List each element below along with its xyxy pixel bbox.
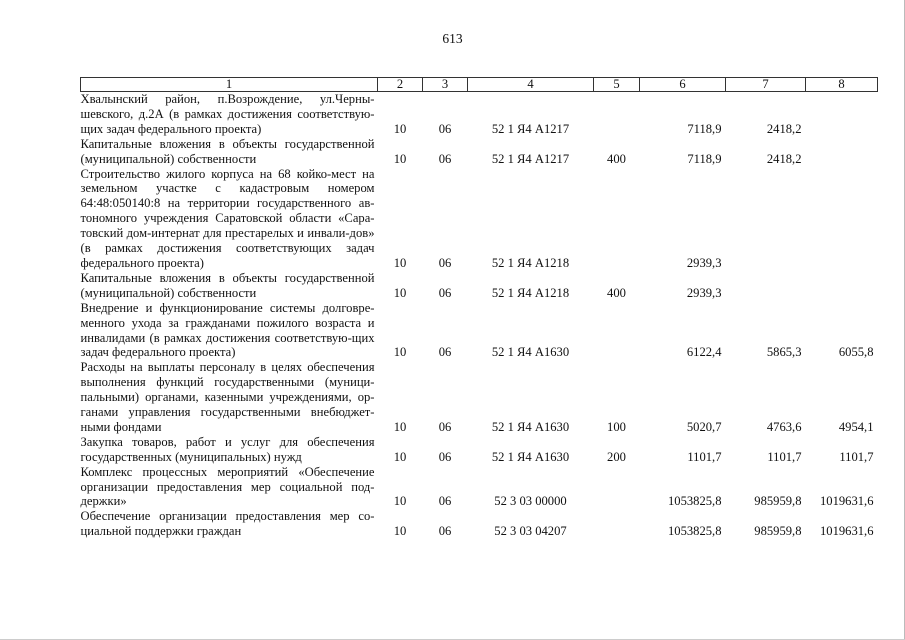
column-header: 7 bbox=[726, 78, 806, 92]
subsection-code: 06 bbox=[438, 151, 452, 166]
column-header: 2 bbox=[378, 78, 423, 92]
row-name: Строительство жилого корпуса на 68 койко-мест на земельном участке с кадастровым номером 64:48:050140:8 на территории государственного ав-тономного учреждения Саратовской области «Сара-товский дом-интернат для престарелых и инвали-дов» (в рамках достижения соответствующих задач федерального проекта) bbox=[80, 166, 375, 270]
expense-type-code bbox=[594, 509, 640, 539]
subsection-code: 06 bbox=[438, 255, 452, 270]
expense-type-code: 100 bbox=[607, 419, 626, 434]
table-row bbox=[81, 509, 878, 539]
row-name: Капитальные вложения в объекты государственной (муниципальной) собственности bbox=[80, 136, 375, 166]
expense-type-code bbox=[594, 465, 640, 510]
target-article-code: 52 1 Я4 А1218 bbox=[491, 285, 570, 300]
table-row bbox=[81, 360, 878, 435]
section-code: 10 bbox=[393, 121, 407, 136]
table-row bbox=[81, 137, 878, 167]
target-article-code: 52 1 Я4 А1630 bbox=[491, 345, 570, 360]
section-code: 10 bbox=[393, 345, 407, 360]
target-article-code: 52 1 Я4 А1217 bbox=[491, 121, 570, 136]
expense-type-code bbox=[594, 92, 640, 137]
amount-year-2 bbox=[726, 167, 806, 271]
expense-type-code: 200 bbox=[607, 449, 626, 464]
amount-year-3 bbox=[806, 271, 878, 301]
section-code: 10 bbox=[393, 151, 407, 166]
row-name: Комплекс процессных мероприятий «Обеспечение организации предоставления мер социальной под-держки» bbox=[80, 464, 375, 509]
row-name: Капитальные вложения в объекты государственной (муниципальной) собственности bbox=[80, 270, 375, 300]
amount-year-3: 6055,8 bbox=[838, 345, 874, 360]
amount-year-2 bbox=[726, 271, 806, 301]
subsection-code: 06 bbox=[438, 449, 452, 464]
amount-year-3: 1101,7 bbox=[839, 449, 874, 464]
target-article-code: 52 1 Я4 А1218 bbox=[491, 255, 570, 270]
column-header: 6 bbox=[640, 78, 726, 92]
column-header: 8 bbox=[806, 78, 878, 92]
expense-type-code: 400 bbox=[607, 151, 626, 166]
amount-year-1: 1053825,8 bbox=[667, 494, 722, 509]
subsection-code: 06 bbox=[438, 494, 452, 509]
subsection-code: 06 bbox=[438, 524, 452, 539]
amount-year-1: 2939,3 bbox=[686, 285, 722, 300]
column-header: 5 bbox=[594, 78, 640, 92]
amount-year-2: 4763,6 bbox=[766, 419, 802, 434]
page-number: 613 bbox=[442, 31, 463, 46]
amount-year-2: 5865,3 bbox=[766, 345, 802, 360]
amount-year-1: 2939,3 bbox=[686, 255, 722, 270]
section-code: 10 bbox=[393, 419, 407, 434]
table-row bbox=[81, 435, 878, 465]
table-row bbox=[81, 465, 878, 510]
table-row bbox=[81, 301, 878, 361]
row-name: Внедрение и функционирование системы долговре-менного ухода за гражданами пожилого возраста и инвалидами (в рамках достижения соответствую-щих задач федерального проекта) bbox=[80, 300, 375, 360]
expense-type-code bbox=[594, 167, 640, 271]
expense-type-code bbox=[594, 301, 640, 361]
amount-year-1: 7118,9 bbox=[687, 121, 722, 136]
section-code: 10 bbox=[393, 255, 407, 270]
amount-year-3: 4954,1 bbox=[838, 419, 874, 434]
row-name: Обеспечение организации предоставления мер со-циальной поддержки граждан bbox=[80, 509, 375, 539]
subsection-code: 06 bbox=[438, 285, 452, 300]
amount-year-2: 2418,2 bbox=[766, 121, 802, 136]
table-row bbox=[81, 92, 878, 137]
amount-year-3 bbox=[806, 167, 878, 271]
row-name: Закупка товаров, работ и услуг для обеспечения государственных (муниципальных) нужд bbox=[80, 434, 375, 464]
row-name: Расходы на выплаты персоналу в целях обеспечения выполнения функций государственными (муници-пальными) органами, казенными учреждениями, ор-ганами управления государственными внебюджет-ными фондами bbox=[80, 360, 375, 434]
section-code: 10 bbox=[393, 494, 407, 509]
expense-type-code: 400 bbox=[607, 285, 626, 300]
target-article-code: 52 1 Я4 А1630 bbox=[491, 449, 570, 464]
subsection-code: 06 bbox=[438, 121, 452, 136]
amount-year-1: 7118,9 bbox=[687, 151, 722, 166]
budget-table bbox=[80, 77, 878, 539]
amount-year-1: 1053825,8 bbox=[667, 524, 722, 539]
amount-year-2: 1101,7 bbox=[767, 449, 802, 464]
target-article-code: 52 1 Я4 А1630 bbox=[491, 419, 570, 434]
target-article-code: 52 3 03 04207 bbox=[494, 524, 567, 539]
amount-year-2: 985959,8 bbox=[754, 494, 802, 509]
section-code: 10 bbox=[393, 285, 407, 300]
table-row bbox=[81, 271, 878, 301]
amount-year-1: 5020,7 bbox=[686, 419, 722, 434]
amount-year-3 bbox=[806, 92, 878, 137]
amount-year-2: 2418,2 bbox=[766, 151, 802, 166]
amount-year-3: 1019631,6 bbox=[819, 494, 874, 509]
subsection-code: 06 bbox=[438, 345, 452, 360]
section-code: 10 bbox=[393, 449, 407, 464]
column-header: 1 bbox=[81, 78, 378, 92]
amount-year-1: 1101,7 bbox=[687, 449, 722, 464]
section-code: 10 bbox=[393, 524, 407, 539]
target-article-code: 52 3 03 00000 bbox=[494, 494, 567, 509]
target-article-code: 52 1 Я4 А1217 bbox=[491, 151, 570, 166]
amount-year-3 bbox=[806, 137, 878, 167]
row-name: Хвалынский район, п.Возрождение, ул.Черны-шевского, д.2А (в рамках достижения соответствую-щих задач федерального проекта) bbox=[80, 92, 375, 136]
table-row bbox=[81, 167, 878, 271]
column-number-row bbox=[81, 78, 878, 92]
column-header: 4 bbox=[468, 78, 594, 92]
subsection-code: 06 bbox=[438, 419, 452, 434]
amount-year-3: 1019631,6 bbox=[819, 524, 874, 539]
column-header: 3 bbox=[423, 78, 468, 92]
amount-year-1: 6122,4 bbox=[686, 345, 722, 360]
amount-year-2: 985959,8 bbox=[754, 524, 802, 539]
